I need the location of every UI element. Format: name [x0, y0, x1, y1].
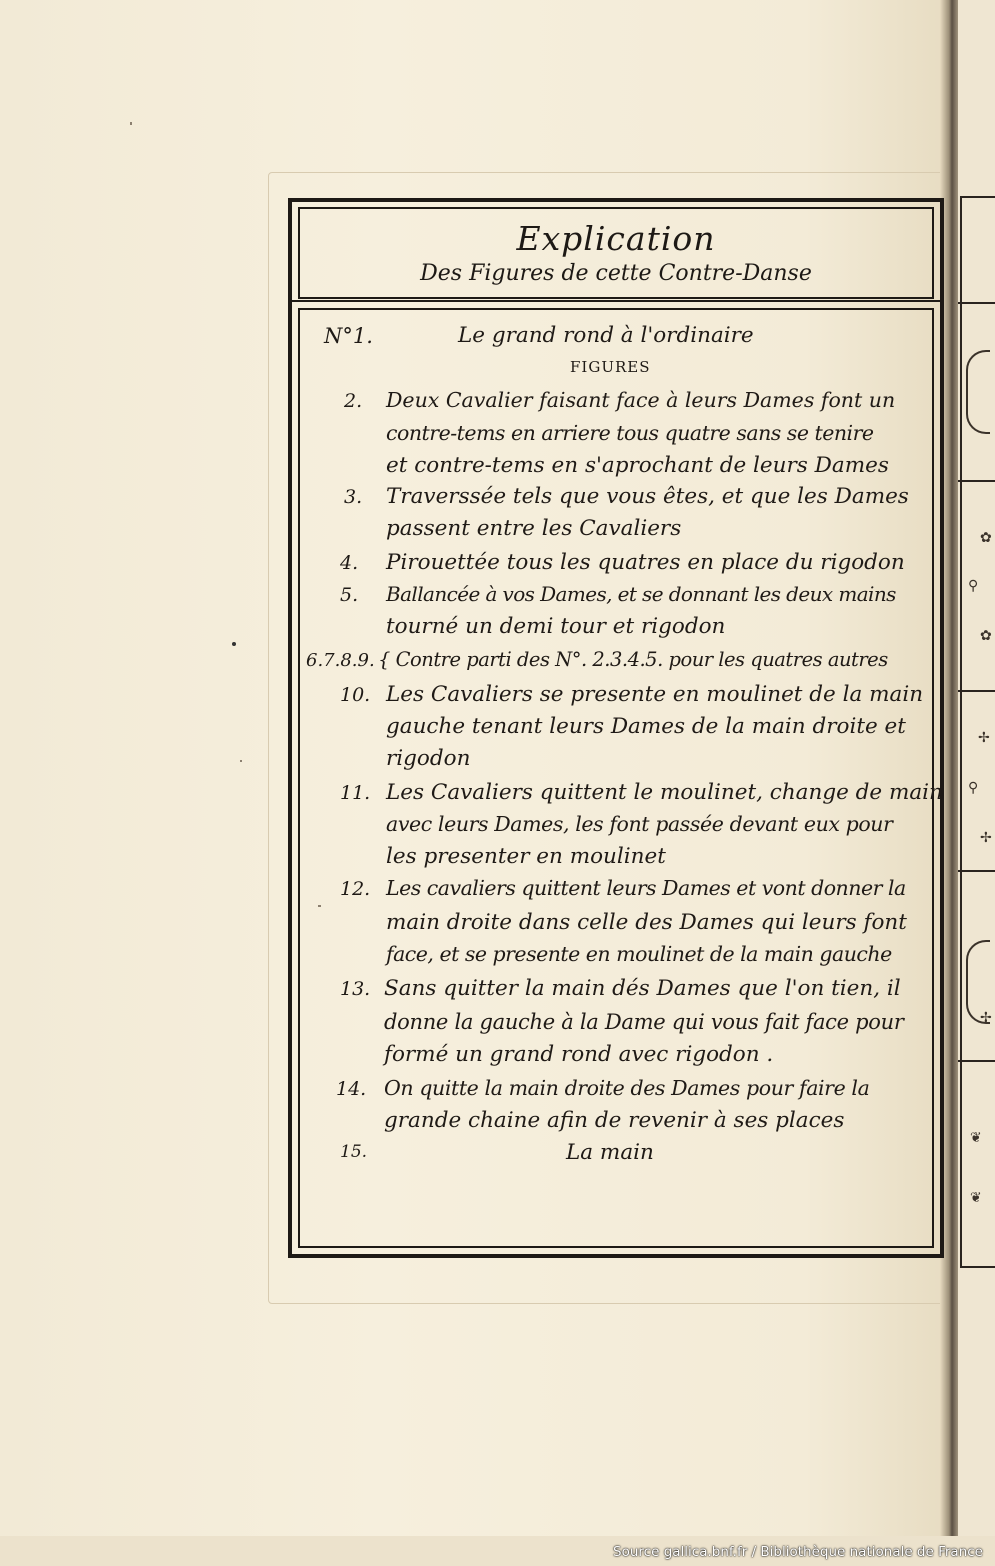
entry-line: main droite dans celle des Dames qui leurs font — [386, 910, 907, 935]
entry-number: 4. — [340, 552, 359, 574]
plate-title: Explication — [516, 219, 716, 258]
entry-line: Deux Cavalier faisant face à leurs Dames font un — [386, 388, 896, 412]
entry-number: 15. — [340, 1142, 368, 1162]
entry-line: les presenter en moulinet — [386, 844, 666, 869]
dance-mark-glyph: ✢ — [980, 1010, 992, 1026]
entry-line: Traverssée tels que vous êtes, et que les Dames — [386, 484, 909, 509]
entry-line: Le grand rond à l'ordinaire — [458, 323, 754, 348]
entry-line: rigodon — [386, 746, 471, 771]
dance-mark-glyph: ❦ — [970, 1190, 982, 1206]
entry-line: Pirouettée tous les quatres en place du rigodon — [386, 550, 905, 575]
entry-line: contre-tems en arriere tous quatre sans se tenire — [386, 421, 874, 445]
entry-line: et contre-tems en s'aprochant de leurs Dames — [386, 453, 889, 478]
adjacent-rule — [958, 870, 995, 872]
entry-number: 5. — [340, 584, 359, 606]
dance-figure-drawing — [966, 350, 990, 434]
entry-number: N°1. — [324, 324, 373, 348]
entry-line: { Contre parti des N°. 2.3.4.5. pour les quatres autres — [378, 648, 888, 671]
dance-mark-glyph: ✿ — [980, 628, 992, 644]
entry-line: avec leurs Dames, les font passée devant eux pour — [386, 812, 893, 836]
entry-line: Les cavaliers quittent leurs Dames et vont donner la — [386, 876, 906, 900]
entry-line: On quitte la main droite des Dames pour faire la — [384, 1076, 870, 1100]
adjacent-rule — [958, 690, 995, 692]
dance-mark-glyph: ⚲ — [968, 780, 979, 796]
explanation-panel — [298, 308, 934, 1248]
adjacent-rule — [958, 480, 995, 482]
entry-line: formé un grand rond avec rigodon . — [384, 1042, 774, 1067]
adjacent-rule — [958, 302, 995, 304]
paper-speck — [130, 122, 132, 125]
entry-number: 3. — [344, 486, 363, 508]
figures-heading: FIGURES — [570, 358, 651, 376]
entry-line: grande chaine afin de revenir à ses places — [384, 1108, 845, 1133]
dance-mark-glyph: ❦ — [970, 1130, 982, 1146]
entry-number: 14. — [336, 1078, 367, 1100]
separator-rule — [292, 300, 940, 302]
entry-line: La main — [566, 1140, 654, 1165]
source-credit: Source gallica.bnf.fr / Bibliothèque nationale de France — [613, 1544, 983, 1560]
entry-line: gauche tenant leurs Dames de la main droite et — [386, 714, 906, 739]
entry-line: tourné un demi tour et rigodon — [386, 614, 726, 639]
entry-number: 2. — [344, 390, 363, 412]
dance-mark-glyph: ✢ — [980, 830, 992, 846]
entry-number: 10. — [340, 684, 371, 706]
entry-line: Les Cavaliers se presente en moulinet de la main — [386, 682, 924, 707]
plate-subtitle: Des Figures de cette Contre-Danse — [420, 261, 812, 286]
entry-number: 6.7.8.9. — [306, 650, 375, 671]
entry-number: 11. — [340, 782, 371, 804]
entry-number: 12. — [340, 878, 371, 900]
ink-spot — [232, 642, 236, 646]
dance-mark-glyph: ✿ — [980, 530, 992, 546]
entry-line: Sans quitter la main dés Dames que l'on tien, il — [384, 976, 901, 1001]
entry-line: face, et se presente en moulinet de la main gauche — [386, 942, 892, 966]
entry-line: Ballancée à vos Dames, et se donnant les deux mains — [386, 582, 896, 606]
paper-speck — [240, 760, 242, 762]
title-cartouche — [298, 207, 934, 299]
dance-mark-glyph: ⚲ — [968, 578, 979, 594]
entry-line: passent entre les Cavaliers — [386, 516, 682, 541]
entry-number: 13. — [340, 978, 371, 1000]
dance-mark-glyph: ✢ — [978, 730, 990, 746]
adjacent-page — [958, 0, 995, 1536]
entry-line: donne la gauche à la Dame qui vous fait face pour — [384, 1010, 904, 1034]
entry-line: Les Cavaliers quittent le moulinet, change de main — [386, 780, 943, 805]
adjacent-rule — [958, 1060, 995, 1062]
